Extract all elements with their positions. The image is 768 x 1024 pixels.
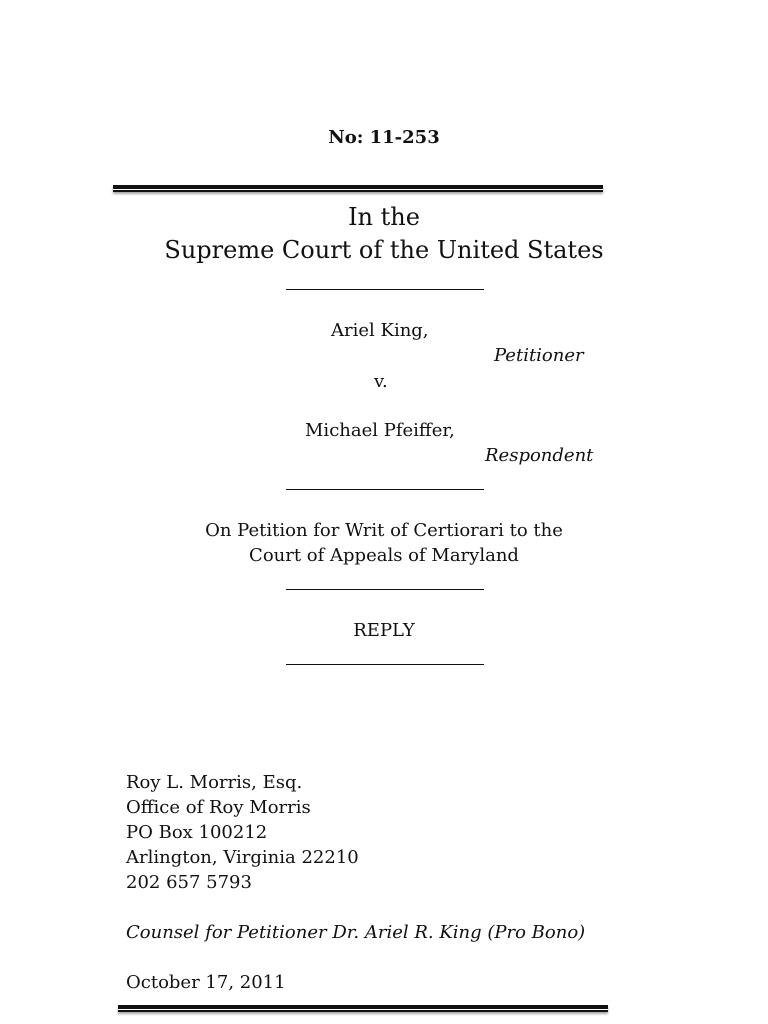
top-double-rule xyxy=(113,185,603,192)
divider-rule-1 xyxy=(286,289,484,290)
bottom-double-rule xyxy=(118,1005,608,1012)
respondent-role: Respondent xyxy=(485,445,594,466)
court-heading-line2: Supreme Court of the United States xyxy=(164,236,604,264)
counsel-address-line1: PO Box 100212 xyxy=(126,822,268,843)
docket-number: No: 11-253 xyxy=(328,127,440,148)
counsel-for: Counsel for Petitioner Dr. Ariel R. King (Pro Bono) xyxy=(126,922,586,943)
petition-line1: On Petition for Writ of Certiorari to the xyxy=(205,520,563,541)
document-type: REPLY xyxy=(353,620,415,641)
petitioner-role: Petitioner xyxy=(494,345,584,366)
counsel-name: Roy L. Morris, Esq. xyxy=(126,772,303,793)
divider-rule-4 xyxy=(286,664,484,665)
counsel-phone: 202 657 5793 xyxy=(126,872,252,893)
counsel-address-block xyxy=(126,770,359,895)
petition-line2: Court of Appeals of Maryland xyxy=(249,545,519,566)
respondent-name: Michael Pfeiffer, xyxy=(305,420,455,441)
court-heading-line1: In the xyxy=(348,203,420,231)
counsel-office: Office of Roy Morris xyxy=(126,797,311,818)
filing-date: October 17, 2011 xyxy=(126,972,286,993)
divider-rule-3 xyxy=(286,589,484,590)
counsel-address-line2: Arlington, Virginia 22210 xyxy=(126,847,359,868)
petitioner-name: Ariel King, xyxy=(331,320,429,341)
divider-rule-2 xyxy=(286,489,484,490)
versus: v. xyxy=(374,371,388,392)
